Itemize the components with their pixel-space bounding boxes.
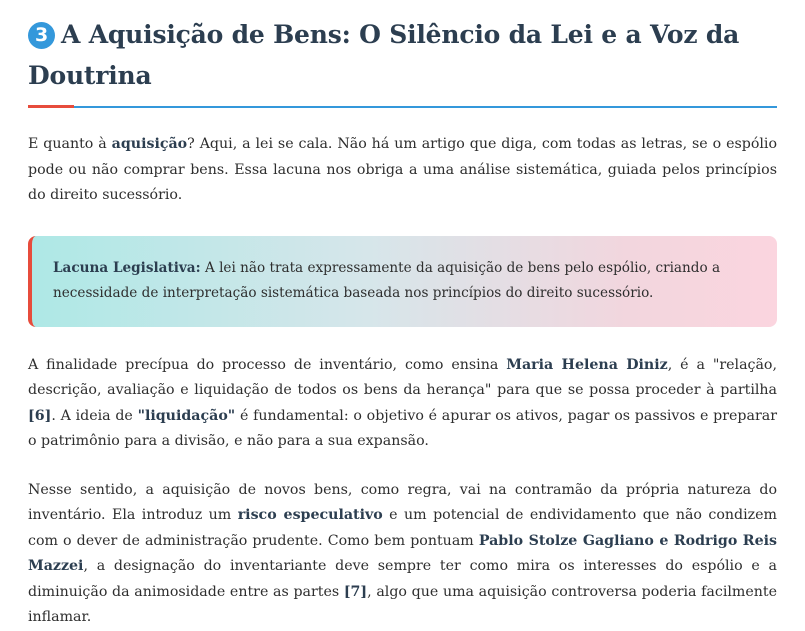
text-run: Nesse sentido, a aquisição de novos bens, como regra, vai na contramão da própria natureza do inventário. Ela introduz um	[28, 481, 777, 523]
title-underline	[28, 106, 777, 108]
text-run: A finalidade precípua do processo de inventário, como ensina	[28, 356, 507, 373]
bold-term-liquidacao: "liquidação"	[137, 407, 236, 424]
text-run: , a designação do inventariante deve sempre ter como mira os interesses do espólio e a diminuição da animosidade entre as partes	[28, 558, 777, 600]
section-header	[28, 0, 777, 108]
callout-label: Lacuna Legislativa:	[53, 259, 201, 276]
section-title-text: A Aquisição de Bens: O Silêncio da Lei e a Voz da Doutrina	[28, 20, 740, 90]
text-run: , algo que uma aquisição controversa poderia facilmente inflamar.	[28, 583, 777, 625]
text-run: , é a "relação, descrição, avaliação e liquidação de todos os bens da herança" para que se possa proceder à partilha	[28, 356, 777, 398]
section-number-badge: 3	[28, 22, 55, 49]
text-run: e um potencial de endividamento que não condizem com o dever de administração prudente. Como bem pontuam	[28, 507, 777, 549]
title-underline-accent	[28, 105, 74, 108]
bold-authors-gagliano-mazzei: Pablo Stolze Gagliano e Rodrigo Reis Mazzei	[28, 532, 778, 574]
bold-term-risco: risco especulativo	[237, 507, 383, 523]
text-run: E quanto à	[28, 136, 112, 152]
paragraph-intro	[28, 132, 777, 209]
bold-term-aquisicao: aquisição	[111, 136, 188, 152]
text-run: . A ideia de	[51, 407, 138, 424]
text-run: ? Aqui, a lei se cala. Não há um artigo que diga, com todas as letras, se o espólio pode ou não comprar bens. Essa lacuna nos obriga a uma análise sistemática, guiada pelos princípios do direito sucessório.	[28, 136, 777, 203]
text-run: é fundamental: o objetivo é apurar os ativos, pagar os passivos e preparar o patrimônio para a divisão, e não para a sua expansão.	[28, 407, 777, 449]
callout-body: A lei não trata expressamente da aquisição de bens pelo espólio, criando a necessidade de interpretação sistemática baseada nos princípios do direito sucessório.	[53, 259, 721, 301]
paragraph-finalidade	[28, 353, 777, 455]
citation-ref-6: [6]	[28, 407, 52, 424]
section-title	[28, 14, 777, 96]
citation-ref-7: [7]	[343, 583, 368, 600]
bold-author-diniz: Maria Helena Diniz	[506, 356, 668, 373]
callout-text	[53, 256, 755, 306]
callout-box	[28, 236, 777, 327]
